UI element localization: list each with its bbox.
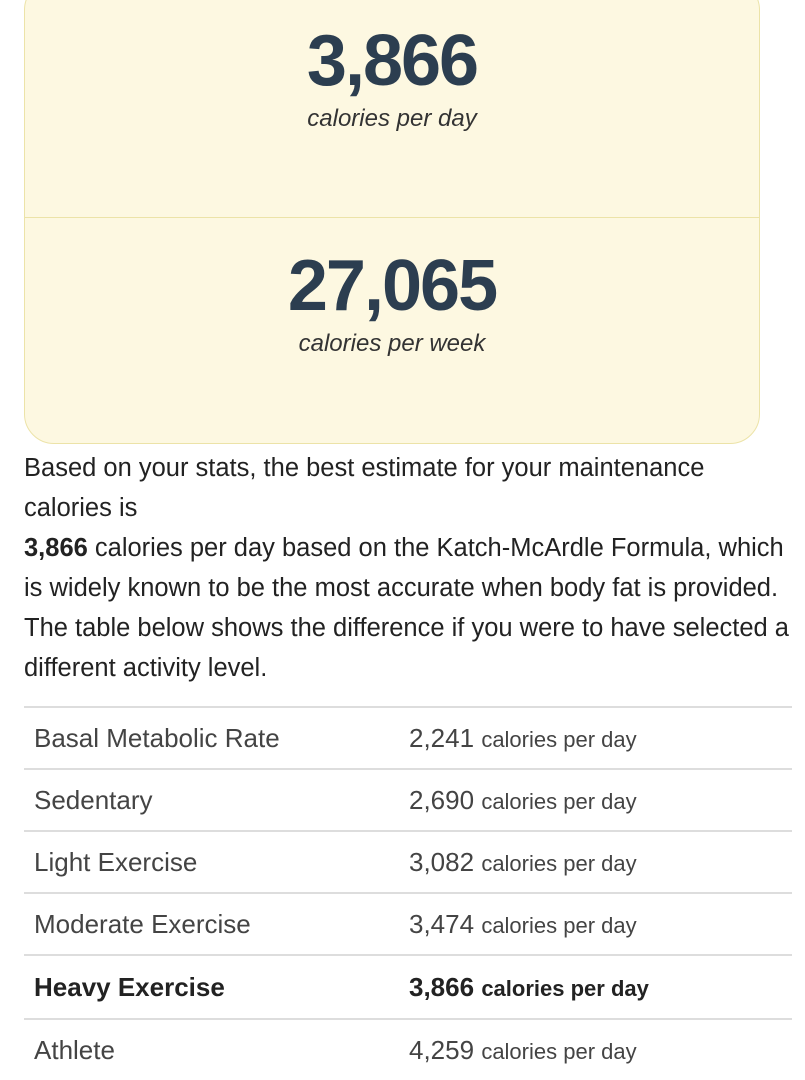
table-row [24, 769, 792, 831]
activity-level-label: Moderate Exercise [34, 908, 251, 939]
activity-calories-value: 2,690 [409, 784, 475, 815]
table-row [24, 955, 792, 1019]
weekly-calories-value: 27,065 [287, 246, 497, 326]
weekly-calories-section [25, 218, 759, 444]
activity-calories-cell [399, 955, 792, 1019]
activity-calories-value: 2,241 [409, 722, 475, 753]
activity-calories-cell [399, 707, 792, 769]
activity-calories-value: 3,866 [409, 971, 475, 1002]
weekly-calories-unit: calories per week [298, 330, 486, 357]
daily-calories-value: 3,866 [306, 21, 478, 101]
activity-calories-unit: calories per day [481, 788, 637, 814]
activity-level-label: Sedentary [34, 784, 153, 815]
activity-calories-value: 3,082 [409, 846, 475, 877]
activity-calories-unit: calories per day [481, 1038, 637, 1064]
activity-level-label: Heavy Exercise [34, 971, 225, 1002]
summary-detail [24, 528, 794, 688]
table-row [24, 1019, 792, 1080]
activity-calories-unit: calories per day [481, 726, 637, 752]
summary-detail-text: calories per day based on the Katch-McArdle Formula, which is widely known to be the most accurate when body fat is provided. The table below shows the difference if you were to have selected a different activity level. [24, 534, 789, 682]
activity-level-label: Light Exercise [34, 846, 198, 877]
daily-calories-unit: calories per day [307, 105, 477, 132]
activity-calories-unit: calories per day [481, 850, 637, 876]
activity-level-table [24, 706, 792, 1080]
result-card [24, 0, 760, 444]
table-row [24, 831, 792, 893]
activity-calories-cell [399, 831, 792, 893]
activity-level-label: Basal Metabolic Rate [34, 722, 280, 753]
summary-intro: Based on your stats, the best estimate for your maintenance calories is [24, 454, 705, 522]
activity-calories-cell [399, 893, 792, 955]
activity-calories-cell [399, 1019, 792, 1080]
activity-level-label: Athlete [34, 1034, 115, 1065]
activity-calories-value: 3,474 [409, 908, 475, 939]
summary-highlight-value: 3,866 [24, 534, 88, 562]
activity-calories-cell [399, 769, 792, 831]
activity-calories-unit: calories per day [481, 975, 649, 1001]
table-row [24, 893, 792, 955]
daily-calories-section [25, 1, 759, 217]
table-row [24, 707, 792, 769]
activity-calories-unit: calories per day [481, 912, 637, 938]
summary-text [24, 448, 794, 688]
activity-calories-value: 4,259 [409, 1034, 475, 1065]
